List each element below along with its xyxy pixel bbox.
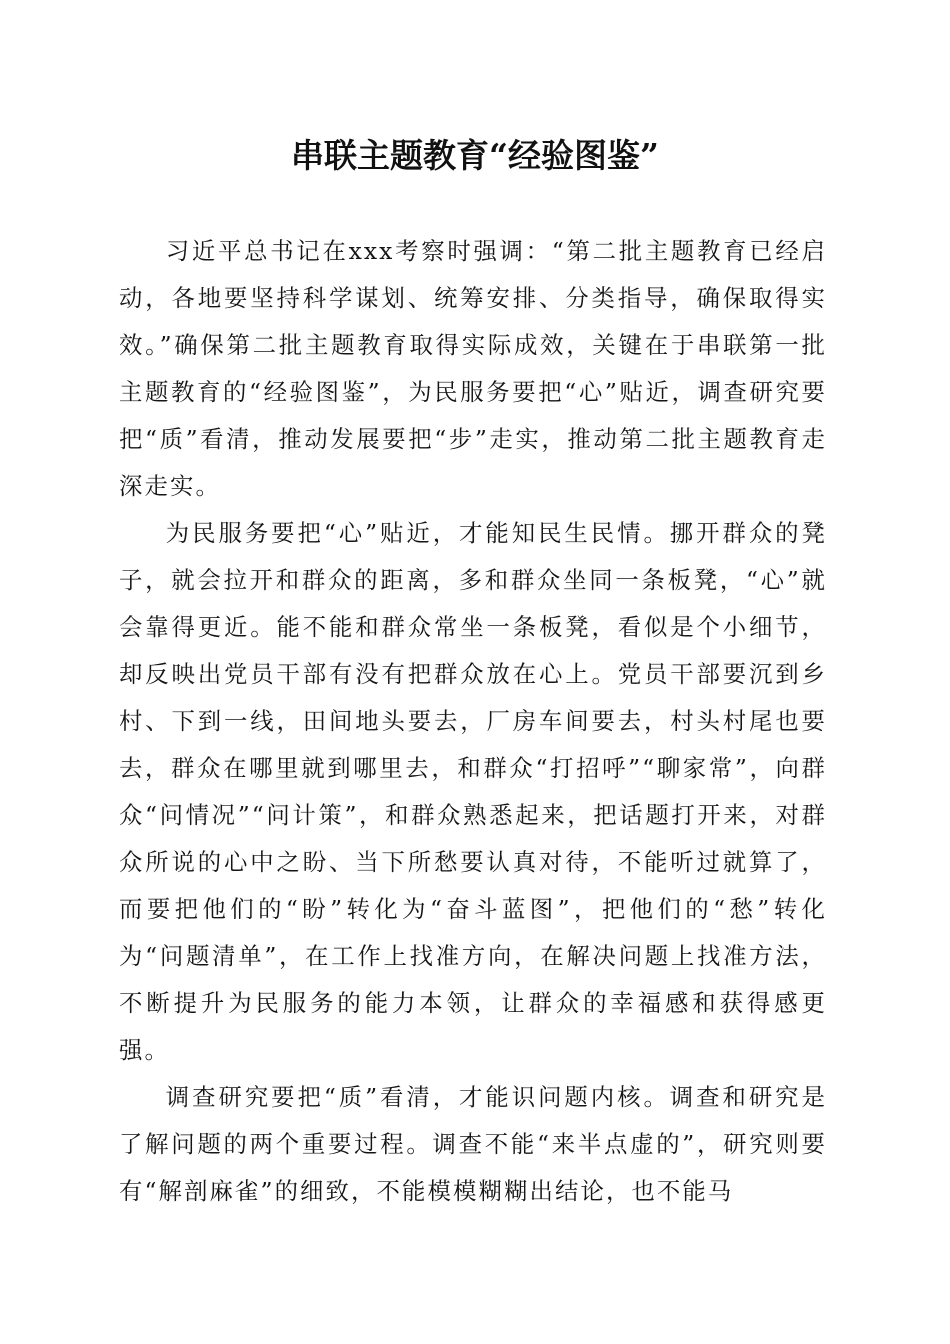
document-body — [119, 228, 827, 1215]
paragraph-3: 调查研究要把“质”看清，才能识问题内核。调查和研究是了解问题的两个重要过程。调查不能“来半点虚的”，研究则要有“解剖麻雀”的细致，不能模模糊糊出结论，也不能马 — [119, 1083, 827, 1205]
paragraph-1: 习近平总书记在xxx考察时强调：“第二批主题教育已经启动，各地要坚持科学谋划、统筹安排、分类指导，确保取得实效。”确保第二批主题教育取得实际成效，关键在于串联第一批主题教育的“经验图鉴”，为民服务要把“心”贴近，调查研究要把“质”看清，推动发展要把“步”走实，推动第二批主题教育走深走实。 — [119, 237, 827, 500]
document-title: 串联主题教育“经验图鉴” — [291, 136, 659, 175]
paragraph-2: 为民服务要把“心”贴近，才能知民生民情。挪开群众的凳子，就会拉开和群众的距离，多和群众坐同一条板凳，“心”就会靠得更近。能不能和群众常坐一条板凳，看似是个小细节，却反映出党员干部有没有把群众放在心上。党员干部要沉到乡村、下到一线，田间地头要去，厂房车间要去，村头村尾也要去，群众在哪里就到哪里去，和群众“打招呼”“聊家常”，向群众“问情况”“问计策”，和群众熟悉起来，把话题打开来，对群众所说的心中之盼、当下所愁要认真对待，不能听过就算了，而要把他们的“盼”转化为“奋斗蓝图”，把他们的“愁”转化为“问题清单”，在工作上找准方向，在解决问题上找准方法，不断提升为民服务的能力本领，让群众的幸福感和获得感更强。 — [119, 519, 827, 1064]
